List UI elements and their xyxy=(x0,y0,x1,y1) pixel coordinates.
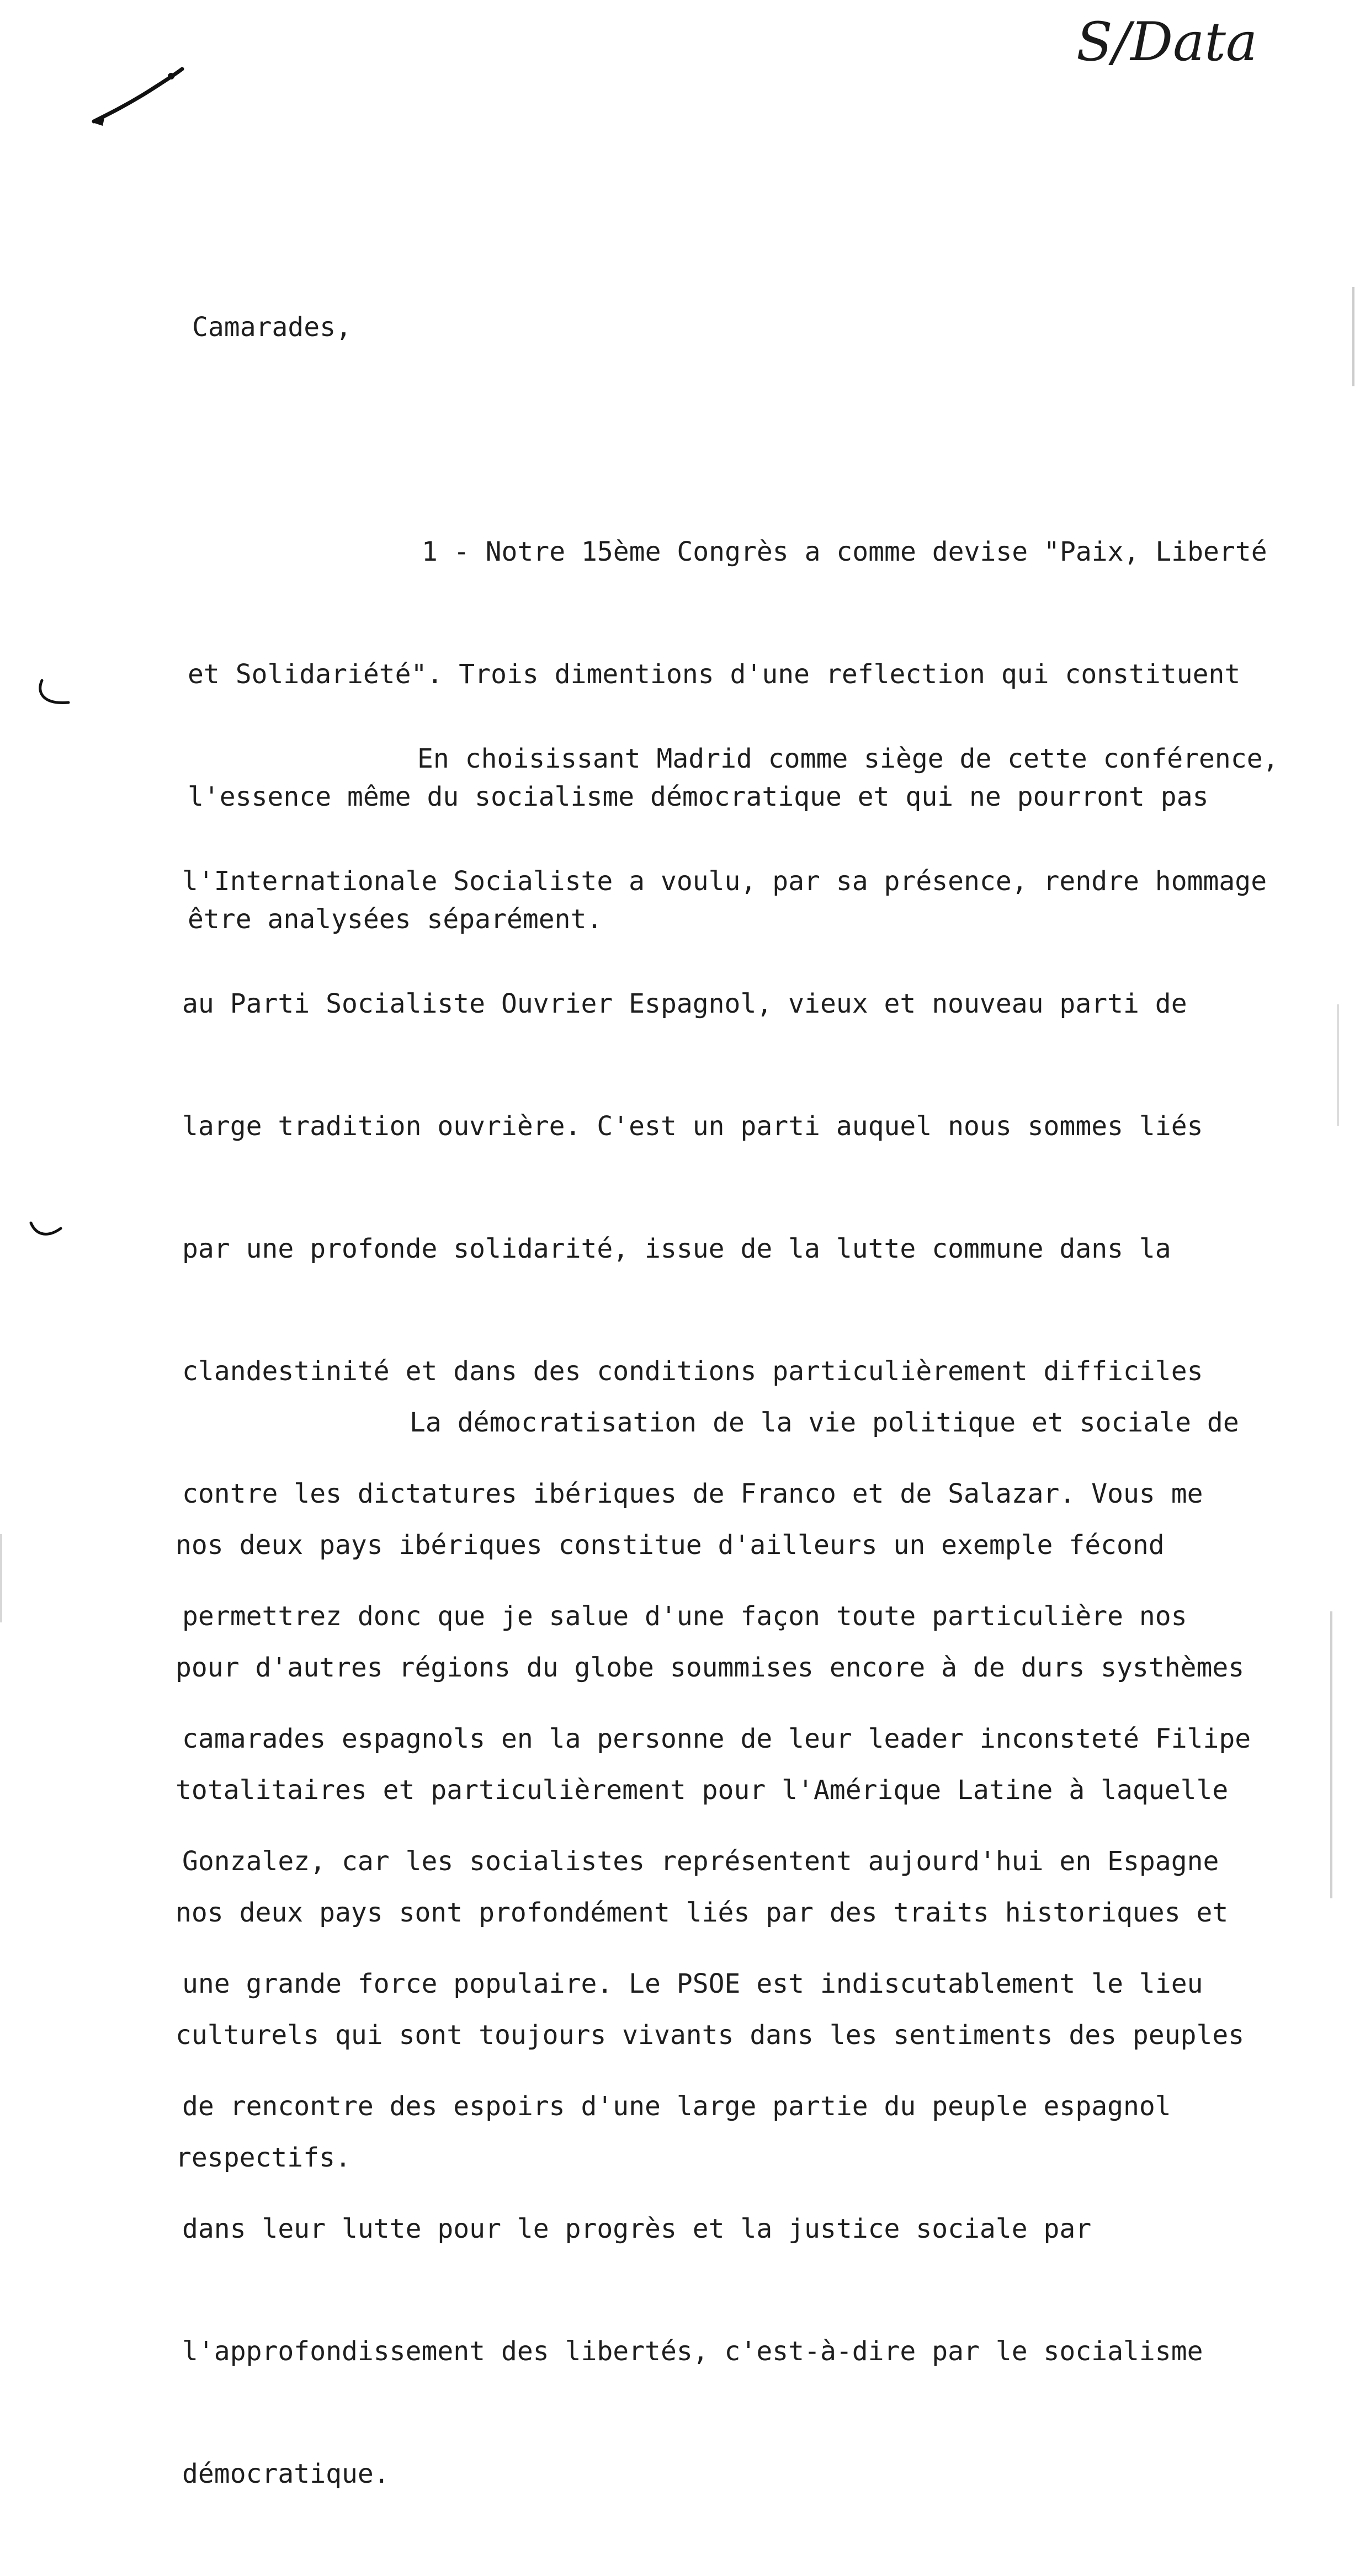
paragraph-line: respectifs. xyxy=(176,2142,351,2173)
paragraph-line: démocratique. xyxy=(182,2458,390,2489)
paragraph-line: de rencontre des espoirs d'une large partie du peuple espagnol xyxy=(182,2091,1171,2122)
paragraph-line: l'approfondissement des libertés, c'est-à-dire par le socialisme xyxy=(182,2336,1203,2367)
paragraph-line: totalitaires et particulièrement pour l'Amérique Latine à laquelle xyxy=(176,1775,1229,1806)
paragraph-line: par une profonde solidarité, issue de la lutte commune dans la xyxy=(182,1233,1171,1264)
paragraph-line: nos deux pays ibériques constitue d'ailleurs un exemple fécond xyxy=(176,1530,1165,1561)
paragraph-line: l'essence même du socialisme démocratique et qui ne pourront pas xyxy=(188,781,1209,812)
paragraph-line: nos deux pays sont profondément liés par des traits historiques et xyxy=(176,1897,1229,1928)
paragraph-line: et Solidariété". Trois dimentions d'une reflection qui constituent xyxy=(188,659,1241,690)
paragraph-3 xyxy=(176,1321,1244,2260)
paragraph-line: large tradition ouvrière. C'est un parti auquel nous sommes liés xyxy=(182,1111,1203,1142)
paragraph-line: contre les dictatures ibériques de Franco et de Salazar. Vous me xyxy=(182,1478,1203,1509)
handwritten-note: S/Data xyxy=(1076,11,1258,73)
paragraph-line: dans leur lutte pour le progrès et la justice sociale par xyxy=(182,2213,1092,2244)
paragraph-line: pour d'autres régions du globe soummises encore à de durs systhèmes xyxy=(176,1652,1245,1683)
margin-mark-lower xyxy=(26,1213,71,1246)
salutation: Camarades, xyxy=(192,312,352,343)
pen-stroke-mark xyxy=(88,61,188,132)
paragraph-line: permettrez donc que je salue d'une façon toute particulière nos xyxy=(182,1601,1187,1632)
paragraph-line: La démocratisation de la vie politique et sociale de xyxy=(410,1407,1239,1438)
scan-edge-noise xyxy=(1352,287,1354,386)
paragraph-line: En choisissant Madrid comme siège de cette conférence, xyxy=(417,743,1279,774)
paragraph-line: clandestinité et dans des conditions particulièrement difficiles xyxy=(182,1356,1203,1387)
scan-edge-noise xyxy=(1337,1004,1339,1126)
scan-edge-noise xyxy=(0,1534,2,1622)
handwritten-annotation xyxy=(1076,11,1286,94)
paragraph-line: être analysées séparément. xyxy=(188,904,603,935)
paragraph-line: 1 - Notre 15ème Congrès a comme devise "Paix, Liberté xyxy=(422,536,1267,567)
paragraph-line: une grande force populaire. Le PSOE est indiscutablement le lieu xyxy=(182,1968,1203,1999)
paragraph-line: Gonzalez, car les socialistes représentent aujourd'hui en Espagne xyxy=(182,1846,1219,1877)
paragraph-line: l'Internationale Socialiste a voulu, par sa présence, rendre hommage xyxy=(182,866,1267,897)
paragraph-line: camarades espagnols en la personne de leur leader inconsteté Filipe xyxy=(182,1723,1251,1754)
scan-edge-noise xyxy=(1330,1611,1332,1898)
paragraph-line: culturels qui sont toujours vivants dans les sentiments des peuples xyxy=(176,2020,1245,2051)
margin-mark-upper xyxy=(34,676,78,715)
paragraph-line: au Parti Socialiste Ouvrier Espagnol, vieux et nouveau parti de xyxy=(182,988,1187,1019)
